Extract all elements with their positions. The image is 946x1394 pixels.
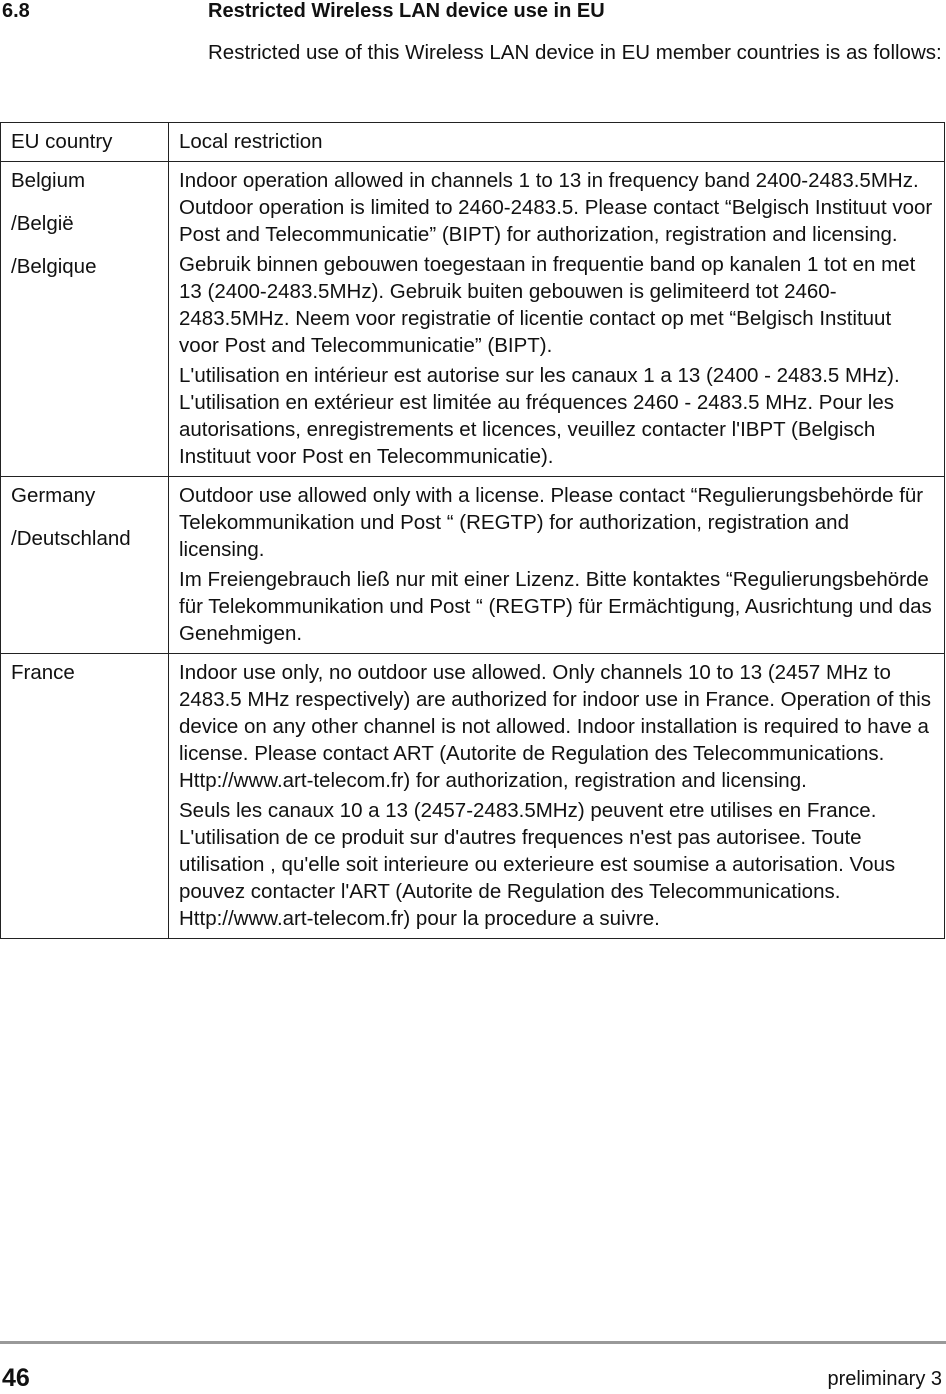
header-local-restriction: Local restriction <box>169 123 945 162</box>
table-header-row <box>1 123 945 162</box>
restriction-text: Im Freiengebrauch ließ nur mit einer Lizenz. Bitte kontaktes “Regulierungsbehörde für Telekommunikation und Post “ (REGTP) für Ermächtigung, Ausrichtung und das Genehmigen. <box>179 568 932 645</box>
footer-label: preliminary 3 <box>827 1368 942 1390</box>
country-cell <box>1 654 169 939</box>
country-name: France <box>11 661 75 684</box>
table-row <box>1 654 945 939</box>
header-eu-country: EU country <box>1 123 169 162</box>
restrictions-table <box>0 122 945 939</box>
country-cell <box>1 477 169 654</box>
intro-paragraph: Restricted use of this Wireless LAN device in EU member countries is as follows: <box>208 41 942 64</box>
section-title: Restricted Wireless LAN device use in EU <box>208 0 605 22</box>
country-name: /Deutschland <box>11 527 131 550</box>
footer-rule <box>0 1341 946 1344</box>
country-name: /Belgique <box>11 255 97 278</box>
country-cell <box>1 162 169 477</box>
restriction-text: Indoor operation allowed in channels 1 to 13 in frequency band 2400-2483.5MHz. Outdoor operation is limited to 2460-2483.5. Please contact “Belgisch Instituut voor Post and Telecommunicatie” (BIPT) for authorization, registration and licensing. <box>179 169 933 246</box>
restriction-text: Seuls les canaux 10 a 13 (2457-2483.5MHz) peuvent etre utilises en France. L'utilisation de ce produit sur d'autres frequences n'est pas autorisee. Toute utilisation , qu'elle soit interieure ou exterieure est soumise a autorisation. Vous pouvez contacter l'ART (Autorite de Regulation des Telecommunications. Http://www.art-telecom.fr) pour la procedure a suivre. <box>179 799 896 930</box>
page-number: 46 <box>2 1364 30 1392</box>
restriction-text: Indoor use only, no outdoor use allowed. Only channels 10 to 13 (2457 MHz to 2483.5 MHz respectively) are authorized for indoor use in France. Operation of this device on any other channel is not allowed. Indoor installation is required to have a license. Please contact ART (Autorite de Regulation des Telecommunications. Http://www.art-telecom.fr) for authorization, registration and licensing. <box>179 661 932 792</box>
section-number: 6.8 <box>2 0 30 22</box>
country-name: Belgium <box>11 169 86 192</box>
restriction-cell <box>169 477 945 654</box>
restriction-text: L'utilisation en intérieur est autorise sur les canaux 1 a 13 (2400 - 2483.5 MHz). L'utilisation en extérieur est limitée au fréquences 2460 - 2483.5 MHz. Pour les autorisations, enregistrements et licences, veuillez contacter l'IBPT (Belgisch Instituut voor Post en Telecommunicatie). <box>179 364 900 468</box>
restriction-cell <box>169 162 945 477</box>
restriction-text: Outdoor use allowed only with a license. Please contact “Regulierungsbehörde für Telekommunikation und Post “ (REGTP) for authorization, registration and licensing. <box>179 484 924 561</box>
country-name: /België <box>11 212 74 235</box>
table-row <box>1 162 945 477</box>
restriction-text: Gebruik binnen gebouwen toegestaan in frequentie band op kanalen 1 tot en met 13 (2400-2483.5MHz). Gebruik buiten gebouwen is gelimiteerd tot 2460-2483.5MHz. Neem voor registratie of licentie contact op met “Belgisch Instituut voor Post and Telecommunicatie” (BIPT). <box>179 253 916 357</box>
country-name: Germany <box>11 484 96 507</box>
table-row <box>1 477 945 654</box>
restriction-cell <box>169 654 945 939</box>
